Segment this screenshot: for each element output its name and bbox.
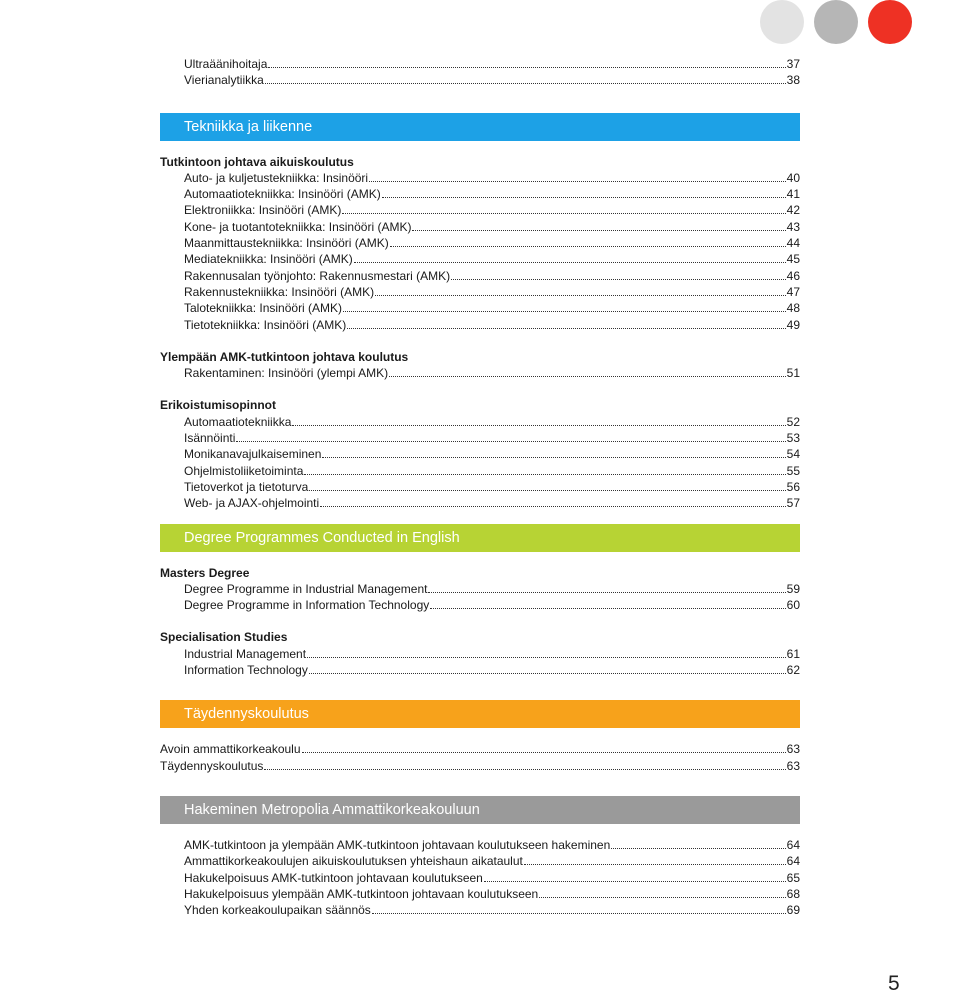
entry-label: Ultraäänihoitaja (184, 57, 268, 71)
page-number: 5 (888, 972, 900, 995)
table-of-contents (160, 56, 800, 918)
entry-label: Tietoverkot ja tietoturva (184, 479, 309, 494)
toc-entry[interactable] (160, 72, 800, 88)
entry-page: 54 (786, 447, 800, 462)
dot-leader (390, 246, 786, 247)
entry-label: Auto- ja kuljetustekniikka: Insinööri (184, 170, 369, 185)
toc-entry[interactable] (160, 581, 800, 597)
section-band-hakeminen: Hakeminen Metropolia Ammattikorkeakouluun (160, 796, 800, 824)
entry-label: Kone- ja tuotantotekniikka: Insinööri (AMK) (184, 219, 412, 234)
entry-page: 46 (786, 268, 800, 283)
toc-entry[interactable] (160, 251, 800, 267)
toc-entry[interactable] (160, 479, 800, 495)
entry-page: 57 (786, 496, 800, 511)
dot-leader (292, 425, 785, 426)
toc-entry[interactable] (160, 902, 800, 918)
toc-entry[interactable] (160, 662, 800, 678)
entry-label: Monikanavajulkaiseminen (184, 447, 322, 462)
entry-label: Mediatekniikka: Insinööri (AMK) (184, 252, 353, 267)
red-circle-icon (868, 0, 912, 44)
toc-entry[interactable] (160, 886, 800, 902)
entry-label: Rakentaminen: Insinööri (ylempi AMK) (184, 366, 389, 381)
dot-leader (412, 230, 785, 231)
entry-label: Degree Programme in Information Technology (184, 598, 430, 613)
toc-entry[interactable] (160, 646, 800, 662)
dot-leader (428, 592, 785, 593)
dot-leader (307, 657, 786, 658)
dot-leader (322, 457, 785, 458)
dot-leader (347, 328, 785, 329)
entry-page: 59 (786, 581, 800, 596)
entry-label: Tietotekniikka: Insinööri (AMK) (184, 317, 347, 332)
decorative-circles (760, 0, 960, 48)
entry-page: 53 (786, 431, 800, 446)
entry-label: Rakennusalan työnjohto: Rakennusmestari (AMK) (184, 268, 451, 283)
dot-leader (320, 506, 785, 507)
entry-page: 42 (786, 203, 800, 218)
dot-leader (539, 897, 785, 898)
toc-entry[interactable] (160, 268, 800, 284)
toc-entry[interactable] (160, 235, 800, 251)
section-band-taydennyskoulutus: Täydennyskoulutus (160, 700, 800, 728)
entry-label: Avoin ammattikorkeakoulu (160, 742, 301, 757)
entry-page: 44 (786, 236, 800, 251)
group-heading: Erikoistumisopinnot (160, 398, 277, 413)
toc-entry[interactable] (160, 365, 800, 381)
entry-page: 49 (786, 317, 800, 332)
entry-label: Hakukelpoisuus ylempään AMK-tutkintoon johtavaan koulutukseen (184, 886, 539, 901)
entry-label: Ammattikorkeakoulujen aikuiskoulutuksen yhteishaun aikataulut (184, 854, 523, 869)
entry-page: 64 (786, 837, 800, 852)
entry-label: Automaatiotekniikka (184, 414, 292, 429)
entry-label: Degree Programme in Industrial Management (184, 581, 428, 596)
entry-page: 41 (786, 187, 800, 202)
dot-leader (369, 181, 786, 182)
section-band-tekniikka: Tekniikka ja liikenne (160, 113, 800, 141)
dot-leader (389, 376, 786, 377)
toc-entry[interactable] (160, 170, 800, 186)
group-heading: Masters Degree (160, 565, 250, 580)
entry-page: 55 (786, 463, 800, 478)
entry-page: 62 (786, 663, 800, 678)
light-grey-circle-icon (760, 0, 804, 44)
toc-entry[interactable] (160, 837, 800, 853)
entry-label: Vierianalytiikka (184, 73, 264, 88)
entry-label: Täydennyskoulutus (160, 758, 264, 773)
entry-label: Talotekniikka: Insinööri (AMK) (184, 301, 343, 316)
toc-entry[interactable] (160, 495, 800, 511)
dot-leader (309, 673, 786, 674)
dot-leader (268, 67, 785, 68)
section-band-english-programmes: Degree Programmes Conducted in English (160, 524, 800, 552)
group-heading: Tutkintoon johtava aikuiskoulutus (160, 154, 354, 169)
toc-entry[interactable] (160, 300, 800, 316)
dot-leader (382, 197, 786, 198)
grey-circle-icon (814, 0, 858, 44)
toc-entry[interactable] (160, 219, 800, 235)
entry-page: 69 (786, 903, 800, 918)
toc-entry[interactable] (160, 853, 800, 869)
dot-leader (302, 752, 786, 753)
group-heading: Specialisation Studies (160, 630, 288, 645)
entry-page: 45 (786, 252, 800, 267)
dot-leader (372, 913, 786, 914)
dot-leader (354, 262, 786, 263)
dot-leader (430, 608, 785, 609)
entry-label: AMK-tutkintoon ja ylempään AMK-tutkintoon johtavaan koulutukseen hakeminen (184, 837, 611, 852)
entry-page: 48 (786, 301, 800, 316)
toc-entry[interactable] (160, 446, 800, 462)
group-heading: Ylempään AMK-tutkintoon johtava koulutus (160, 349, 409, 364)
entry-page: 51 (786, 366, 800, 381)
entry-page: 65 (786, 870, 800, 885)
entry-label: Maanmittaustekniikka: Insinööri (AMK) (184, 236, 389, 251)
entry-label: Yhden korkeakoulupaikan säännös (184, 903, 371, 918)
dot-leader (484, 881, 786, 882)
entry-page: 68 (786, 886, 800, 901)
entry-label: Web- ja AJAX-ohjelmointi (184, 496, 320, 511)
toc-entry[interactable] (160, 186, 800, 202)
toc-entry[interactable] (160, 430, 800, 446)
entry-label: Information Technology (184, 663, 308, 678)
dot-leader (524, 864, 786, 865)
entry-page: 63 (786, 758, 800, 773)
entry-page: 38 (786, 73, 800, 88)
toc-entry[interactable] (160, 758, 800, 774)
entry-label: Rakennustekniikka: Insinööri (AMK) (184, 284, 375, 299)
dot-leader (451, 279, 786, 280)
dot-leader (342, 213, 785, 214)
entry-page: 43 (786, 219, 800, 234)
entry-page: 47 (786, 284, 800, 299)
entry-label: Automaatiotekniikka: Insinööri (AMK) (184, 187, 381, 202)
entry-label: Ohjelmistoliiketoiminta (184, 463, 304, 478)
entry-page: 37 (786, 57, 800, 71)
dot-leader (236, 441, 785, 442)
dot-leader (375, 295, 786, 296)
entry-page: 63 (786, 742, 800, 757)
toc-entry[interactable] (160, 317, 800, 333)
entry-page: 40 (786, 170, 800, 185)
entry-page: 56 (786, 479, 800, 494)
entry-page: 60 (786, 598, 800, 613)
toc-entry[interactable] (160, 56, 800, 72)
toc-entry[interactable] (160, 414, 800, 430)
entry-page: 52 (786, 414, 800, 429)
entry-label: Isännöinti (184, 431, 236, 446)
toc-entry[interactable] (160, 741, 800, 757)
toc-entry[interactable] (160, 284, 800, 300)
dot-leader (309, 490, 785, 491)
dot-leader (265, 83, 786, 84)
dot-leader (343, 311, 786, 312)
toc-entry[interactable] (160, 597, 800, 613)
entry-page: 61 (786, 646, 800, 661)
entry-label: Industrial Management (184, 646, 307, 661)
dot-leader (304, 474, 785, 475)
toc-entry[interactable] (160, 870, 800, 886)
toc-entry[interactable] (160, 463, 800, 479)
entry-label: Hakukelpoisuus AMK-tutkintoon johtavaan koulutukseen (184, 870, 483, 885)
entry-label: Elektroniikka: Insinööri (AMK) (184, 203, 342, 218)
dot-leader (611, 848, 785, 849)
toc-entry[interactable] (160, 202, 800, 218)
dot-leader (264, 769, 785, 770)
entry-page: 64 (786, 854, 800, 869)
